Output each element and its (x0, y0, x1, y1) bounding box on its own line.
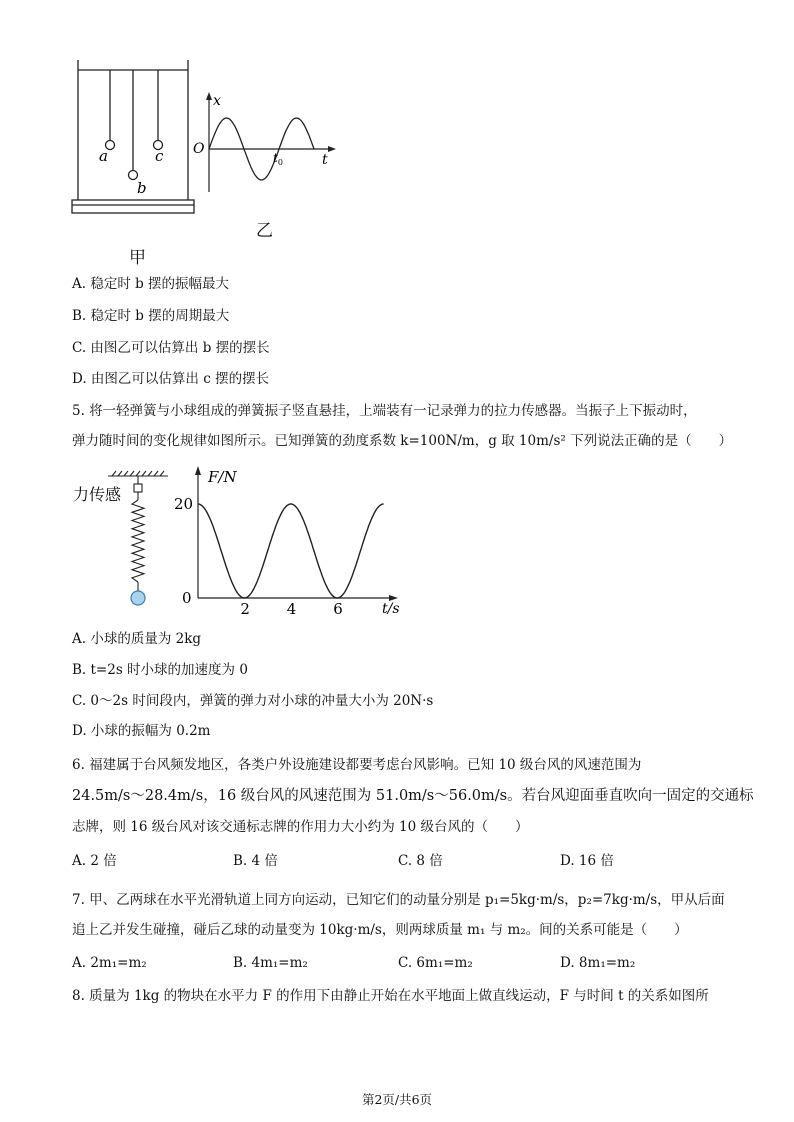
q7-option-d: D. 8m₁=m₂ (560, 955, 636, 971)
force-curve-series (198, 504, 384, 598)
q6-option-b: B. 4 倍 (233, 853, 278, 869)
q4-option-a: A. 稳定时 b 摆的振幅最大 (72, 276, 230, 292)
origin-label: O (193, 141, 205, 157)
ball (131, 591, 145, 605)
t-axis-arrow (328, 146, 336, 152)
sensor-label: 力传感 (73, 485, 122, 504)
axis-x-label: x (213, 93, 221, 109)
spring-coil (132, 500, 144, 582)
q6-option-c: C. 8 倍 (398, 853, 443, 869)
axis-t-label: t (322, 152, 328, 168)
q5-option-b: B. t=2s 时小球的加速度为 0 (72, 662, 248, 678)
t0-label: $t_0$ (273, 151, 283, 167)
figure-yi-label: 乙 (256, 221, 273, 241)
figure-jia-label: 甲 (129, 248, 146, 268)
q6-stem-line2: 24.5m/s～28.4m/s，16 级台风的风速范围为 51.0m/s～56.0m/s。若台风迎面垂直吹向一固定的交通标 (72, 788, 754, 804)
q8-stem-line1: 8. 质量为 1kg 的物块在水平力 F 的作用下由静止开始在水平地面上做直线运动，F 与时间 t 的关系如图所 (72, 988, 709, 1004)
q6-stem-line3: 志牌，则 16 级台风对该交通标志牌的作用力大小约为 10 级台风的（ ） (72, 819, 529, 835)
q7-stem-line2: 追上乙并发生碰撞，碰后乙球的动量变为 10kg·m/s，则两球质量 m₁ 与 m₂。间的关系可能是（ ） (72, 922, 688, 938)
y-axis-label: F/N (208, 468, 237, 486)
force-sensor-box (134, 484, 142, 492)
q5-stem-line2: 弹力随时间的变化规律如图所示。已知弹簧的劲度系数 k=100N/m，g 取 10m/s² 下列说法正确的是（ ） (72, 433, 733, 449)
x-tick-label: 4 (286, 600, 297, 616)
q7-option-c: C. 6m₁=m₂ (398, 955, 473, 971)
ceiling-hatch (112, 471, 164, 476)
label-a: a (99, 147, 108, 165)
y-tick-label: 0 (182, 589, 192, 607)
q7-option-b: B. 4m₁=m₂ (233, 955, 308, 971)
x-axis-arrow (206, 92, 212, 100)
y-tick-label: 20 (174, 495, 194, 513)
q7-stem-line1: 7. 甲、乙两球在水平光滑轨道上同方向运动，已知它们的动量分别是 p₁=5kg·m/s，p₂=7kg·m/s，甲从后面 (72, 892, 725, 908)
frame-base (72, 200, 194, 213)
xt-graph-figure (190, 88, 340, 198)
label-b: b (137, 179, 147, 197)
pendulum-frame-figure (66, 58, 202, 222)
q6-option-a: A. 2 倍 (72, 853, 117, 869)
q4-option-d: D. 由图乙可以估算出 c 摆的摆长 (72, 371, 270, 387)
force-time-chart (170, 460, 410, 616)
x-tick-label: 6 (333, 600, 343, 616)
q5-option-c: C. 0～2s 时间段内，弹簧的弹力对小球的冲量大小为 20N·s (72, 693, 434, 709)
y-axis-arrow (195, 466, 201, 475)
q6-stem-line1: 6. 福建属于台风频发地区，各类户外设施建设都要考虑台风影响。已知 10 级台风的风速范围为 (72, 757, 642, 773)
q5-option-d: D. 小球的振幅为 0.2m (72, 723, 211, 739)
page-number: 第2页/共6页 (361, 1092, 433, 1107)
label-c: c (155, 147, 164, 165)
q5-stem-line1: 5. 将一轻弹簧与小球组成的弹簧振子竖直悬挂，上端装有一记录弹力的拉力传感器。当振子上下振动时， (72, 403, 697, 419)
x-tick-label: 2 (240, 600, 250, 616)
q4-option-b: B. 稳定时 b 摆的周期最大 (72, 308, 230, 324)
q4-option-c: C. 由图乙可以估算出 b 摆的摆长 (72, 340, 270, 356)
q5-option-a: A. 小球的质量为 2kg (72, 631, 202, 647)
q6-option-d: D. 16 倍 (560, 853, 614, 869)
x-axis-label: t/s (382, 601, 400, 616)
q7-option-a: A. 2m₁=m₂ (72, 955, 147, 971)
